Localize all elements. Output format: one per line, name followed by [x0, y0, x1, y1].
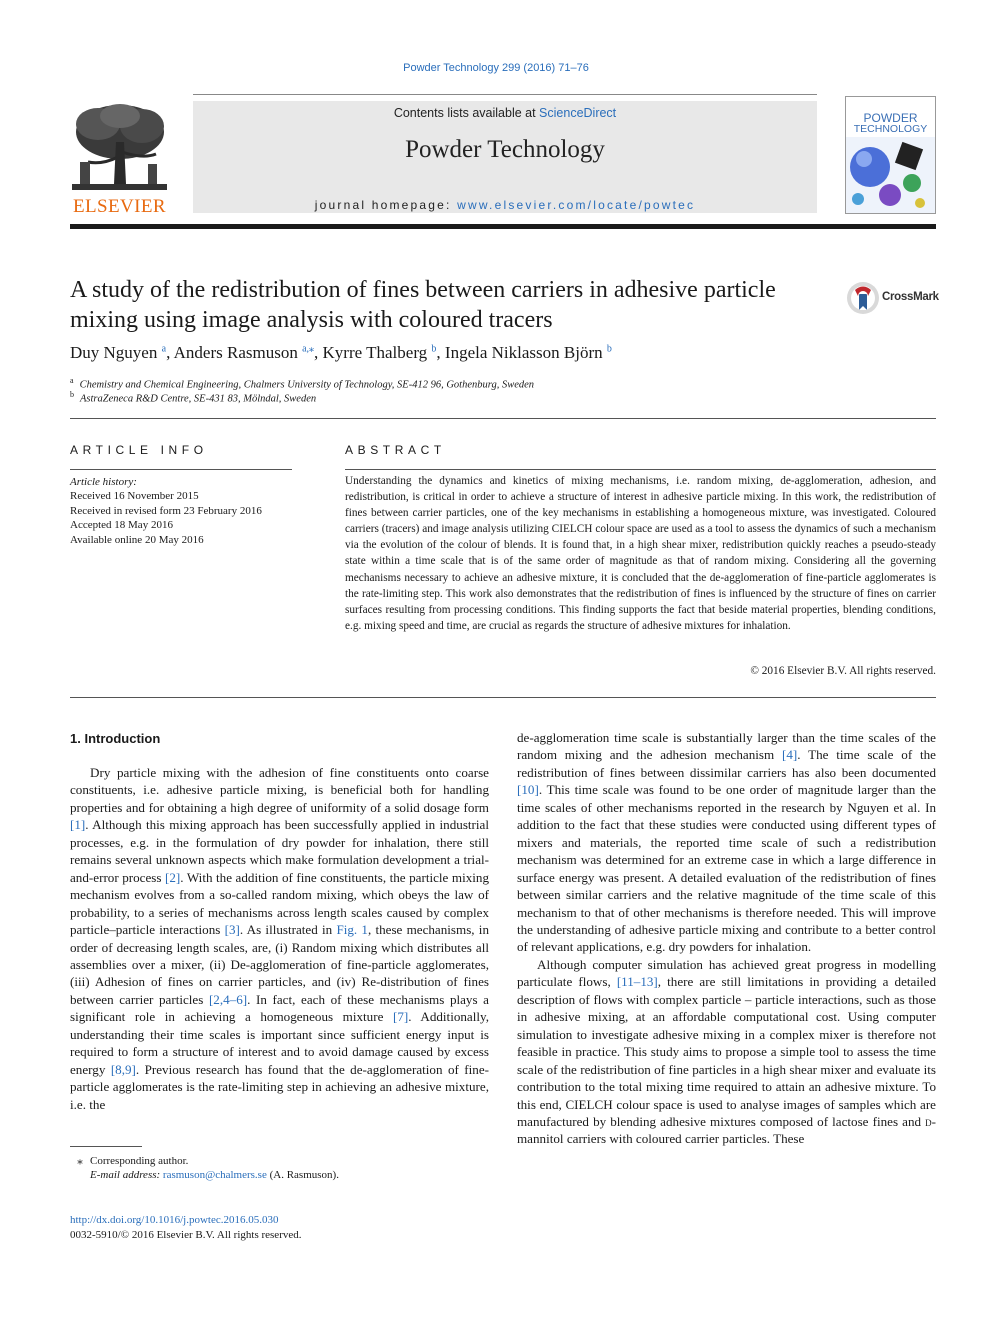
affiliation-text: Chemistry and Chemical Engineering, Chalmers University of Technology, SE-412 96, Gothenburg, Sweden: [79, 379, 535, 391]
body-text: . With the addition of fine constituents, the particle mixing mechanism evolves from a so-called random mixing, which obeys the law of probability, to a series of mechanisms across length scales caused by complex particle–particle interactions: [70, 869, 489, 938]
history-accepted: Accepted 18 May 2016: [70, 519, 173, 532]
affiliation-text: AstraZeneca R&D Centre, SE-431 83, Mölndal, Sweden: [80, 393, 317, 405]
affiliation: [70, 376, 534, 391]
author-name[interactable]: Anders Rasmuson: [173, 343, 298, 362]
body-text: . The time scale of the redistribution of fines between dissimilar carriers has also been documented: [517, 747, 936, 780]
header-top-rule: [193, 94, 817, 95]
history-online: Available online 20 May 2016: [70, 533, 204, 546]
body-text: . Although this mixing approach has been successfully applied in industrial processes, e.g. in the formulation of dry powder for inhalation, there still remains several unknown aspects which make formulation development a trial-and-error process: [70, 817, 489, 885]
corresponding-author-footnote: [70, 1154, 339, 1183]
body-text: . Previous research has found that the de-agglomeration of fine-particle agglomerates is the rate-limiting step in achieving an adhesive mixture, i.e. the: [70, 1061, 489, 1112]
footnote-rule: [70, 1146, 142, 1147]
footnote-marker: ⁎: [77, 1155, 83, 1167]
small-caps-text: d: [925, 1113, 932, 1129]
elsevier-wordmark: ELSEVIER: [73, 196, 166, 217]
author-affiliation-marker[interactable]: a,⁎: [302, 343, 315, 355]
abstract-heading: ABSTRACT: [345, 443, 446, 457]
body-text: . In fact, each of these mechanisms plays a significant role in achieving a homogeneous mixture: [70, 991, 489, 1025]
body-text: -mannitol carriers with coloured carrier particles. These: [517, 1113, 936, 1147]
reference-link[interactable]: [11–13]: [616, 974, 658, 990]
figure-link[interactable]: Fig. 1: [336, 922, 368, 938]
body-text: . This time scale was found to be one order of magnitude larger than the time scales of other mechanisms reported in the research by Nguyen et al. In addition to the fact that these studies were conducted using different types of mixers and materials, the reported time scale of such a redistribution mechanism was determined for an extreme case in which a large difference in surface energy was present. A detailed evaluation of the redistribution of fines between similar carriers and the relative magnitude of the time scale of this mechanism to that of other mechanisms is therefore needed. This will improve the understanding of adhesive particle mixing and contribute to a better control of relevant applications, e.g. dry powders for inhalation.: [517, 782, 936, 955]
cover-title-line-2: TECHNOLOGY: [853, 123, 928, 135]
contents-line: [193, 106, 817, 120]
history-revised: Received in revised form 23 February 2016: [70, 504, 262, 517]
journal-homepage-link[interactable]: www.elsevier.com/locate/powtec: [457, 198, 696, 212]
reference-link[interactable]: [8,9]: [110, 1061, 136, 1077]
elsevier-tree-icon: [68, 102, 171, 196]
affiliation-marker: b: [70, 390, 74, 399]
journal-homepage-line: [193, 198, 817, 212]
header-thick-rule: [70, 224, 936, 229]
affiliation-marker: a: [70, 376, 74, 385]
reference-link[interactable]: [7]: [392, 1009, 409, 1025]
elsevier-logo[interactable]: [68, 102, 171, 217]
reference-link[interactable]: [2]: [165, 869, 181, 885]
homepage-prefix: journal homepage:: [314, 198, 458, 212]
article-info-rule: [70, 469, 292, 470]
body-text: , there are still limitations in providing a detailed description of flows with complex particle – particle interactions, such as those in adhesive mixing, at an affordable computational cost. Using computer simulation to investigate adhesive mixing in a complex mixer is therefore not feasible in practice. This study aims to propose a simple tool to assess the time scale of the redistribution of fine particles in a high shear mixer and evaluate its contribution to the total mixing time required to attain an adhesive mixture. To this end, CIELCH colour space is used to analyse images of samples which are manufactured by blending adhesive mixtures composed of lactose fines and: [517, 974, 936, 1129]
body-paragraph: [517, 729, 936, 956]
corresponding-author-label: Corresponding author.: [90, 1155, 189, 1167]
email-link[interactable]: rasmuson@chalmers.se: [162, 1169, 267, 1182]
issn-copyright-line: 0032-5910/© 2016 Elsevier B.V. All rights reserved.: [70, 1229, 302, 1241]
article-history: [70, 475, 300, 547]
body-text: de-agglomeration time scale is substantially larger than the time scales of the random mixing and the adhesion mechanism: [517, 730, 936, 763]
author-name[interactable]: Ingela Niklasson Björn: [444, 343, 603, 362]
body-text: . Additionally, understanding their time scales is important since sufficient energy input is required to form a structure of interest and to avoid damage caused by excess energy: [70, 1009, 489, 1077]
author-name[interactable]: Duy Nguyen: [70, 343, 158, 362]
reference-link[interactable]: [1]: [70, 817, 86, 833]
journal-title: Powder Technology: [405, 136, 605, 163]
affiliation: [70, 390, 316, 405]
cover-artwork-image: [846, 137, 935, 213]
doi-link[interactable]: http://dx.doi.org/10.1016/j.powtec.2016.05.030: [70, 1214, 279, 1226]
section-divider: [70, 697, 936, 698]
paper-title: A study of the redistribution of fines between carriers in adhesive particle mixing using image analysis with coloured tracers: [70, 277, 776, 333]
abstract-rule: [345, 469, 936, 470]
article-info-heading: ARTICLE INFO: [70, 443, 208, 457]
author-affiliation-marker[interactable]: a: [161, 343, 167, 355]
body-paragraph: [70, 764, 489, 1113]
author-affiliation-marker[interactable]: b: [431, 343, 437, 355]
reference-link[interactable]: [10]: [517, 782, 539, 798]
crossmark-label: CrossMark: [882, 291, 939, 303]
reference-link[interactable]: [2,4–6]: [208, 991, 248, 1007]
reference-link[interactable]: [4]: [781, 747, 798, 763]
body-paragraph: [517, 956, 936, 1148]
reference-link[interactable]: [3]: [224, 922, 240, 938]
journal-cover-thumbnail[interactable]: [845, 96, 936, 214]
journal-citation[interactable]: Powder Technology 299 (2016) 71–76: [403, 62, 589, 74]
body-column-left: [70, 764, 489, 1113]
article-history-heading: Article history:: [70, 476, 137, 488]
author-list: Duy Nguyen $^a$, Anders Rasmuson $^{a,⁎}$, Kyrre Thalberg $^b$, Ingela Niklasson Björn $^b$: [70, 343, 612, 362]
author-affiliation-marker[interactable]: b: [606, 343, 612, 355]
author-name[interactable]: Kyrre Thalberg: [322, 343, 428, 362]
crossmark-icon: [846, 280, 880, 316]
body-text: , these mechanisms, in order of decreasing length scales, are, (i) Random mixing which distributes all assemblies over a mixer, (ii) De-agglomeration of fine-particle agglomerates, (iii) Adhesion of fines on carrier particles, and (iv) Re-distribution of fines between carrier particles: [70, 922, 489, 1007]
body-text: . As illustrated in: [239, 922, 337, 938]
abstract-copyright: © 2016 Elsevier B.V. All rights reserved.: [750, 665, 936, 677]
email-label: E-mail address:: [90, 1169, 163, 1182]
body-text: Dry particle mixing with the adhesion of fine constituents onto coarse constituents, i.e. adhesive particle mixing, is beneficial both for handling properties and for obtaining a high degree of uniformity of a solid dosage form: [70, 765, 489, 815]
body-text: Although computer simulation has achieved great progress in modelling particulate flows,: [517, 956, 936, 990]
abstract-text: Understanding the dynamics and kinetics of mixing mechanisms, i.e. random mixing, de-agglomeration, adhesion, and redistribution, is critical in order to achieve a structure of interest in adhesive particle mixing. In this work, the redistribution of fines between carrier particles, one of the key mechanisms in establishing a homogeneous mixture, was investigated. Coloured carriers (tracers) and image analysis utilizing CIELCH colour space are used as a tool to assess the dynamics of such a mechanism via the evolution of the colour of blends. It is found that, in a high shear mixer, redistribution quickly reaches a pseudo-steady state within a time scale that is of the same order of magnitude as that of random mixing. Considering all the governing mechanisms necessary to achieve an adhesive mixture, it is concluded that the de-agglomeration of fine-particle agglomerates is the rate-limiting step. This work also demonstrates that the redistribution of fines is influenced by the structure of fines on carrier surfaces resulting from processing conditions. This finding supports the fact that beside material properties, blending conditions, e.g. mixing speed and time, are crucial as regards the structure of adhesive mixtures for inhalation.: [345, 475, 936, 632]
sciencedirect-link[interactable]: ScienceDirect: [539, 106, 617, 120]
cover-title-line-1: POWDER: [863, 111, 918, 125]
contents-prefix: Contents lists available at: [393, 106, 540, 120]
body-column-right: [517, 729, 936, 1148]
introduction-heading: 1. Introduction: [70, 731, 161, 746]
section-divider: [70, 418, 936, 419]
history-received: Received 16 November 2015: [70, 490, 199, 503]
email-suffix: (A. Rasmuson).: [266, 1169, 339, 1182]
